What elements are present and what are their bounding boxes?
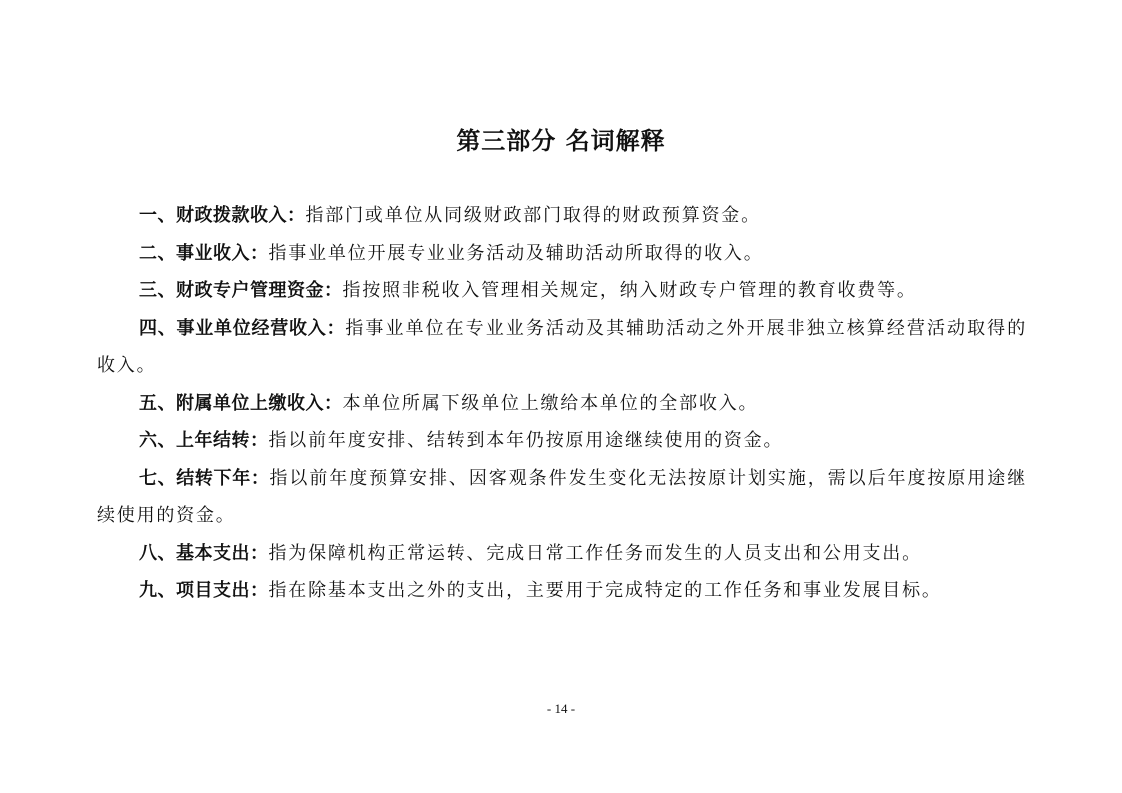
definition-text: 指以前年度预算安排、因客观条件发生变化无法按原计划实施，需以后年度按原用途继续使用的资金。 [97,467,1027,526]
definition-text: 指部门或单位从同级财政部门取得的财政预算资金。 [305,205,761,226]
definition-item [97,535,1027,573]
definition-item [97,572,1027,610]
definition-term: 一、财政拨款收入： [139,205,306,226]
definition-term: 九、项目支出： [139,580,269,601]
definition-text: 指为保障机构正常运转、完成日常工作任务而发生的人员支出和公用支出。 [268,542,922,564]
definition-text: 指事业单位在专业业务活动及其辅助活动之外开展非独立核算经营活动取得的收入。 [97,317,1027,376]
definition-term: 七、结转下年： [139,467,270,489]
definition-item [97,310,1027,385]
page-title: 第三部分 名词解释 [456,127,666,155]
page-number: - 14 - [546,701,576,716]
definition-term: 八、基本支出： [139,542,269,564]
definitions-list [97,197,1027,610]
definition-item [97,272,1027,310]
definition-item [97,422,1027,460]
definition-text: 本单位所属下级单位上缴给本单位的全部收入。 [342,392,759,414]
definition-term: 三、财政专户管理资金： [139,280,343,301]
definition-item [97,197,1027,235]
definition-item [97,235,1027,273]
definition-text: 指按照非税收入管理相关规定，纳入财政专户管理的教育收费等。 [342,280,917,301]
definition-text: 指事业单位开展专业业务活动及辅助活动所取得的收入。 [268,242,764,264]
definition-term: 六、上年结转： [139,430,269,451]
definition-item [97,385,1027,423]
definition-term: 四、事业单位经营收入： [139,317,346,339]
definition-item [97,460,1027,535]
definition-term: 五、附属单位上缴收入： [139,392,343,414]
definition-text: 指以前年度安排、结转到本年仍按原用途继续使用的资金。 [268,430,784,451]
definition-term: 二、事业收入： [139,242,269,264]
definition-text: 指在除基本支出之外的支出，主要用于完成特定的工作任务和事业发展目标。 [268,580,942,601]
